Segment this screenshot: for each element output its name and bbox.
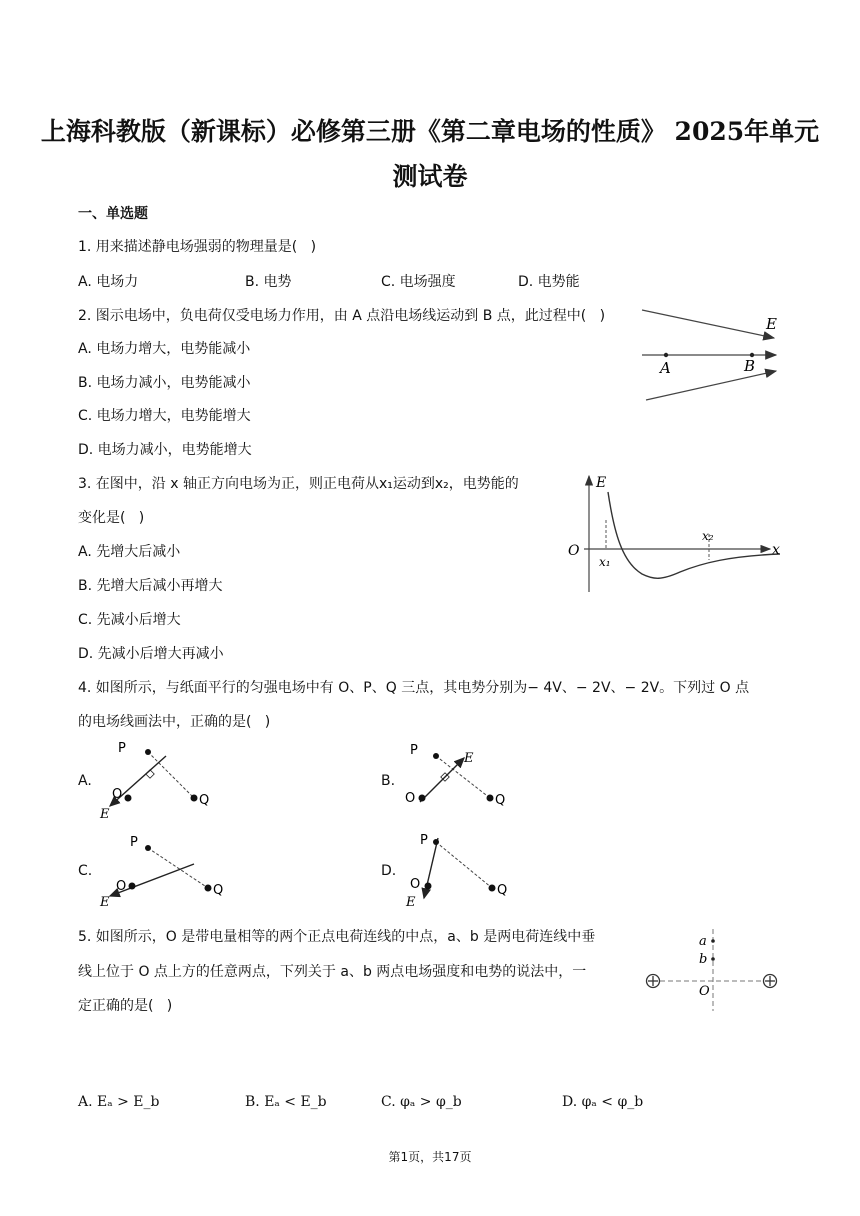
q4-option-c-label: C. xyxy=(78,863,93,879)
q4b-label-e: E xyxy=(464,751,474,766)
q1-option-b: B. 电势 xyxy=(245,274,292,290)
q5-stem-line1: 5. 如图所示，O 是带电量相等的两个正点电荷连线的中点，a、b 是两电荷连线中垂 xyxy=(78,929,596,945)
q3-curve xyxy=(608,492,780,578)
document-title-line2: 测试卷 xyxy=(392,162,468,191)
page-footer: 第1页，共17页 xyxy=(388,1150,472,1164)
q4a-label-p: P xyxy=(118,741,126,756)
q4b-label-p: P xyxy=(410,743,418,758)
q5-label-b: b xyxy=(699,952,708,967)
q4-option-b-figure xyxy=(400,740,530,822)
q3-label-o: O xyxy=(568,543,580,559)
q4a-point-o xyxy=(125,795,132,802)
q2-option-a: A. 电场力增大，电势能减小 xyxy=(78,341,251,357)
q4d-point-p xyxy=(433,839,439,845)
q3-option-c: C. 先减小后增大 xyxy=(78,612,181,628)
q5-stem-line3: 定正确的是( ) xyxy=(78,998,173,1014)
q1-option-a: A. 电场力 xyxy=(78,274,139,290)
q3-option-a: A. 先增大后减小 xyxy=(78,544,181,560)
q4d-label-o: O xyxy=(410,877,421,892)
q5-point-a xyxy=(711,939,715,943)
q2-label-b: B xyxy=(744,357,756,375)
q4c-pq-dashed xyxy=(148,848,208,888)
q4c-label-q: Q xyxy=(213,883,224,898)
q4c-label-e: E xyxy=(100,895,110,910)
q4c-point-o xyxy=(129,883,136,890)
q4b-point-q xyxy=(487,795,494,802)
q5-label-a: a xyxy=(699,934,707,949)
q4c-point-p xyxy=(145,845,151,851)
q3-label-x: x xyxy=(772,542,780,558)
document-title-line1: 上海科教版（新课标）必修第三册《第二章电场的性质》 2025年单元 xyxy=(40,117,820,146)
q4-option-b-label: B. xyxy=(381,773,396,789)
q4b-point-o xyxy=(419,795,426,802)
q2-stem: 2. 图示电场中，负电荷仅受电场力作用，由 A 点沿电场线运动到 B 点，此过程中( ) xyxy=(78,308,606,324)
q4-option-c-figure xyxy=(98,830,228,912)
q2-field-figure xyxy=(636,305,786,410)
q4-option-d-figure xyxy=(400,830,530,912)
q5-stem-line2: 线上位于 O 点上方的任意两点，下列关于 a、b 两点电场强度和电势的说法中，一 xyxy=(78,964,587,980)
q2-option-d: D. 电场力减小，电势能增大 xyxy=(78,442,252,458)
q1-stem: 1. 用来描述静电场强弱的物理量是( ) xyxy=(78,239,317,255)
q4d-label-p: P xyxy=(420,833,428,848)
q5-option-c: C. φₐ > φ_b xyxy=(381,1094,462,1110)
q4a-pq-dashed xyxy=(148,752,194,798)
q4c-point-q xyxy=(205,885,212,892)
q2-label-a: A xyxy=(660,359,671,377)
q4d-label-q: Q xyxy=(497,883,508,898)
q2-field-line-top xyxy=(642,310,774,338)
q4-option-a-label: A. xyxy=(78,773,92,789)
q4-option-a-figure xyxy=(98,740,228,822)
q4d-pq-dashed xyxy=(436,842,492,888)
q3-option-d: D. 先减小后增大再减小 xyxy=(78,646,224,662)
q4b-label-o: O xyxy=(405,791,416,806)
q4c-label-p: P xyxy=(130,835,138,850)
q5-label-o: O xyxy=(699,984,710,999)
q4a-label-q: Q xyxy=(199,793,210,808)
q3-label-e: E xyxy=(596,475,607,491)
q4-stem-line2: 的电场线画法中，正确的是( ) xyxy=(78,714,271,730)
q3-stem-line1: 3. 在图中，沿 x 轴正方向电场为正，则正电荷从x₁运动到x₂，电势能的 xyxy=(78,476,519,492)
q4-stem-line1: 4. 如图所示，与纸面平行的匀强电场中有 O、P、Q 三点，其电势分别为− 4V、− 2V、− 2V。下列过 O 点 xyxy=(78,680,750,696)
q5-positive-charge-left-icon xyxy=(647,975,660,988)
q5-positive-charge-right-icon xyxy=(764,975,777,988)
q5-point-b xyxy=(711,957,715,961)
q4d-point-o xyxy=(425,883,432,890)
q4b-point-p xyxy=(433,753,439,759)
q4b-field-line xyxy=(420,758,464,802)
q1-option-d: D. 电势能 xyxy=(518,274,580,290)
q4-option-d-label: D. xyxy=(381,863,397,879)
q4a-label-o: O xyxy=(112,787,123,802)
q2-label-e: E xyxy=(766,315,777,333)
q4a-point-q xyxy=(191,795,198,802)
q3-stem-line2: 变化是( ) xyxy=(78,510,145,526)
q3-label-x2: x₂ xyxy=(702,529,714,543)
q2-point-a xyxy=(664,353,668,357)
q1-option-c: C. 电场强度 xyxy=(381,274,456,290)
q5-option-b: B. Eₐ < E_b xyxy=(245,1094,327,1110)
q4a-label-e: E xyxy=(100,807,110,822)
q2-option-b: B. 电场力减小，电势能减小 xyxy=(78,375,251,391)
q5-charges-figure xyxy=(640,925,785,1013)
section-heading: 一、单选题 xyxy=(78,206,148,222)
q5-option-a: A. Eₐ > E_b xyxy=(78,1094,160,1110)
q5-option-d: D. φₐ < φ_b xyxy=(562,1094,644,1110)
q4c-label-o: O xyxy=(116,879,127,894)
q3-e-x-graph xyxy=(562,470,787,595)
q4b-label-q: Q xyxy=(495,793,506,808)
q4d-point-q xyxy=(489,885,496,892)
q2-option-c: C. 电场力增大，电势能增大 xyxy=(78,408,251,424)
q4a-point-p xyxy=(145,749,151,755)
q4d-label-e: E xyxy=(406,895,416,910)
q3-option-b: B. 先增大后减小再增大 xyxy=(78,578,223,594)
q3-label-x1: x₁ xyxy=(599,555,611,569)
